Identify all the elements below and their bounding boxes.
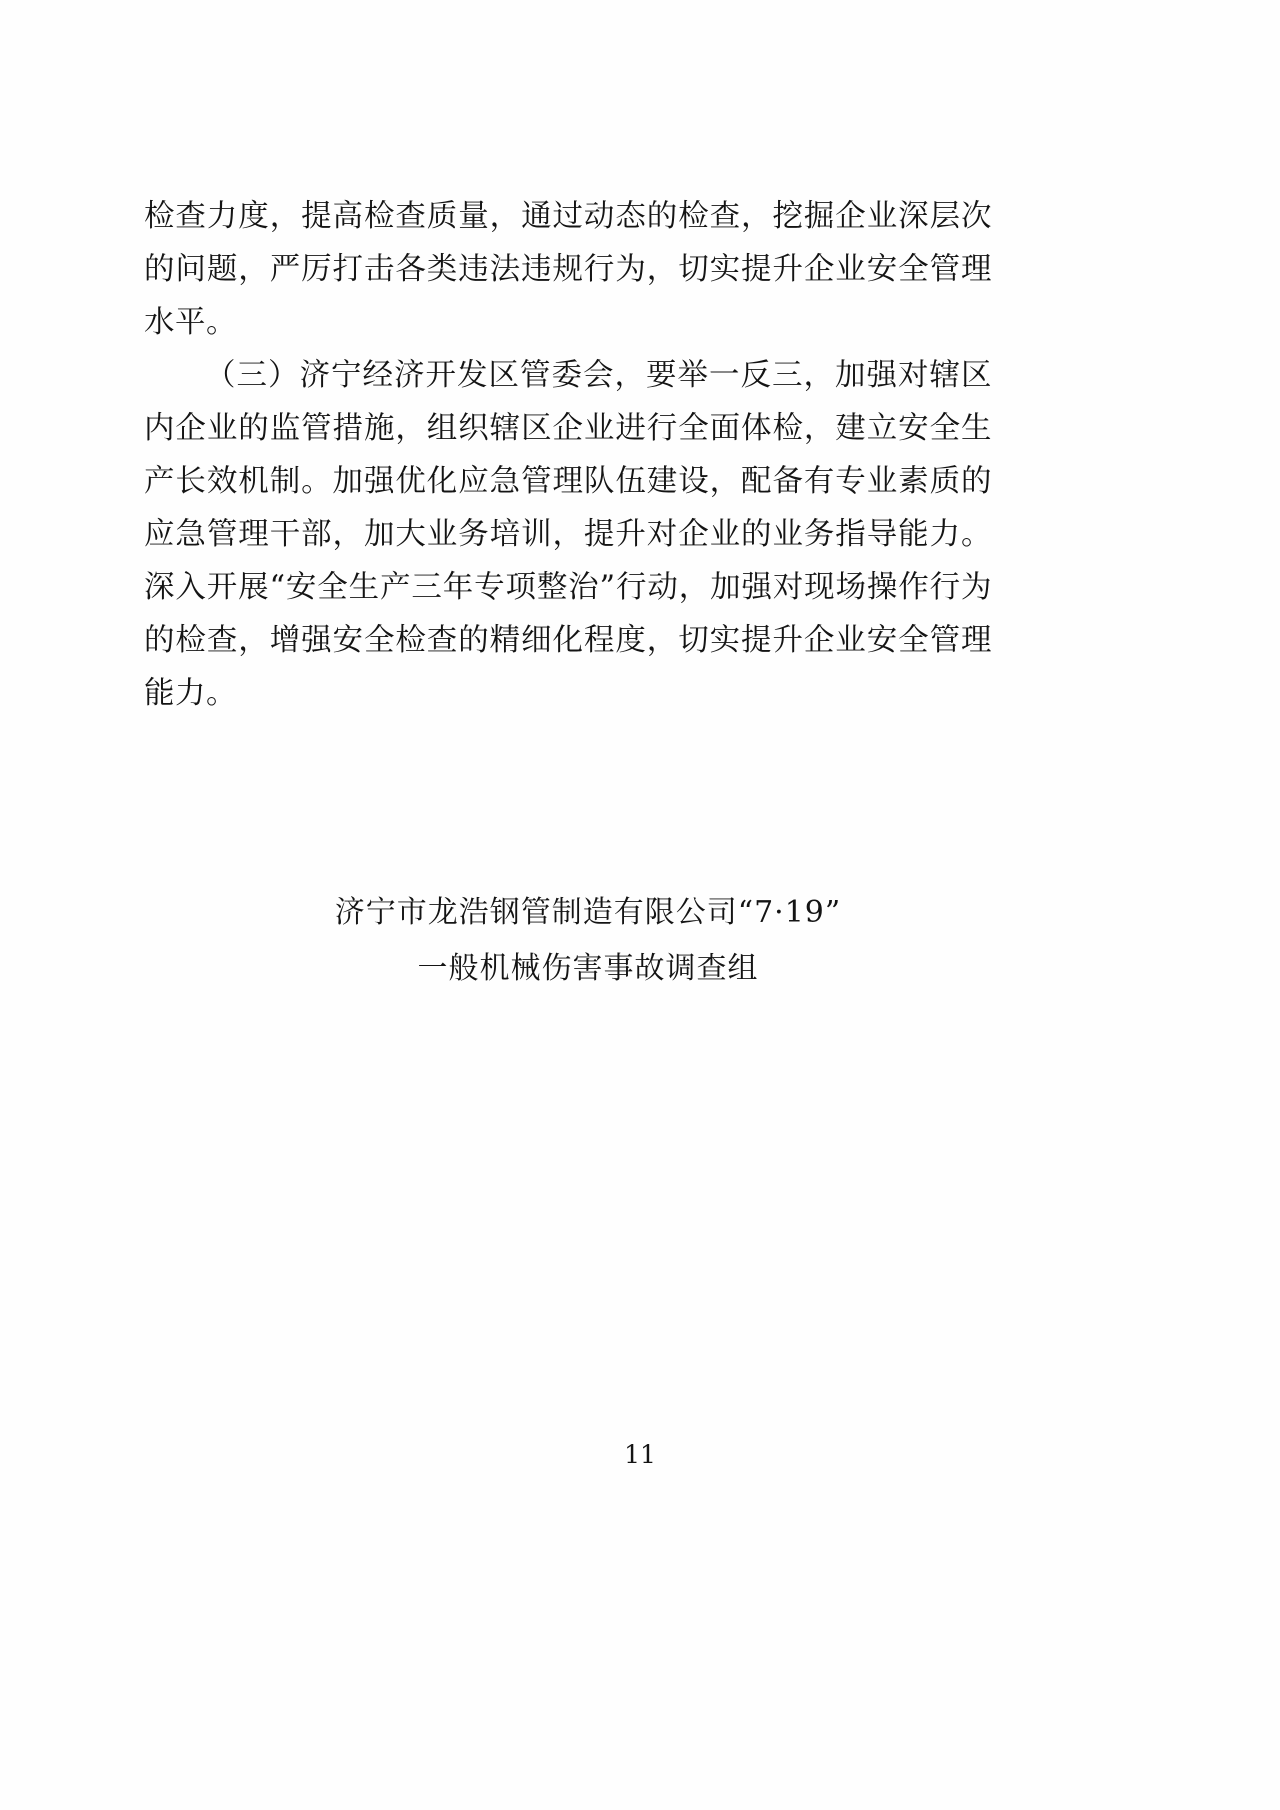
paragraph-continued: 检查力度，提高检查质量，通过动态的检查，挖掘企业深层次的问题，严厉打击各类违法违规行为，切实提升企业安全管理水平。 (144, 199, 992, 340)
page-number: 11 (624, 1440, 656, 1469)
paragraph-item-three: （三）济宁经济开发区管委会，要举一反三，加强对辖区内企业的监管措施，组织辖区企业进行全面体检，建立安全生产长效机制。加强优化应急管理队伍建设，配备有专业素质的应急管理干部，加大业务培训，提升对企业的业务指导能力。深入开展“安全生产三年专项整治”行动，加强对现场操作行为的检查，增强安全检查的精细化程度，切实提升企业安全管理能力。 (144, 358, 992, 711)
signature-group: 一般机械伤害事故调查组 (417, 951, 759, 986)
document-body (144, 190, 992, 720)
signature-organization: 济宁市龙浩钢管制造有限公司“7·19” (334, 895, 842, 930)
signature-block (144, 885, 992, 997)
